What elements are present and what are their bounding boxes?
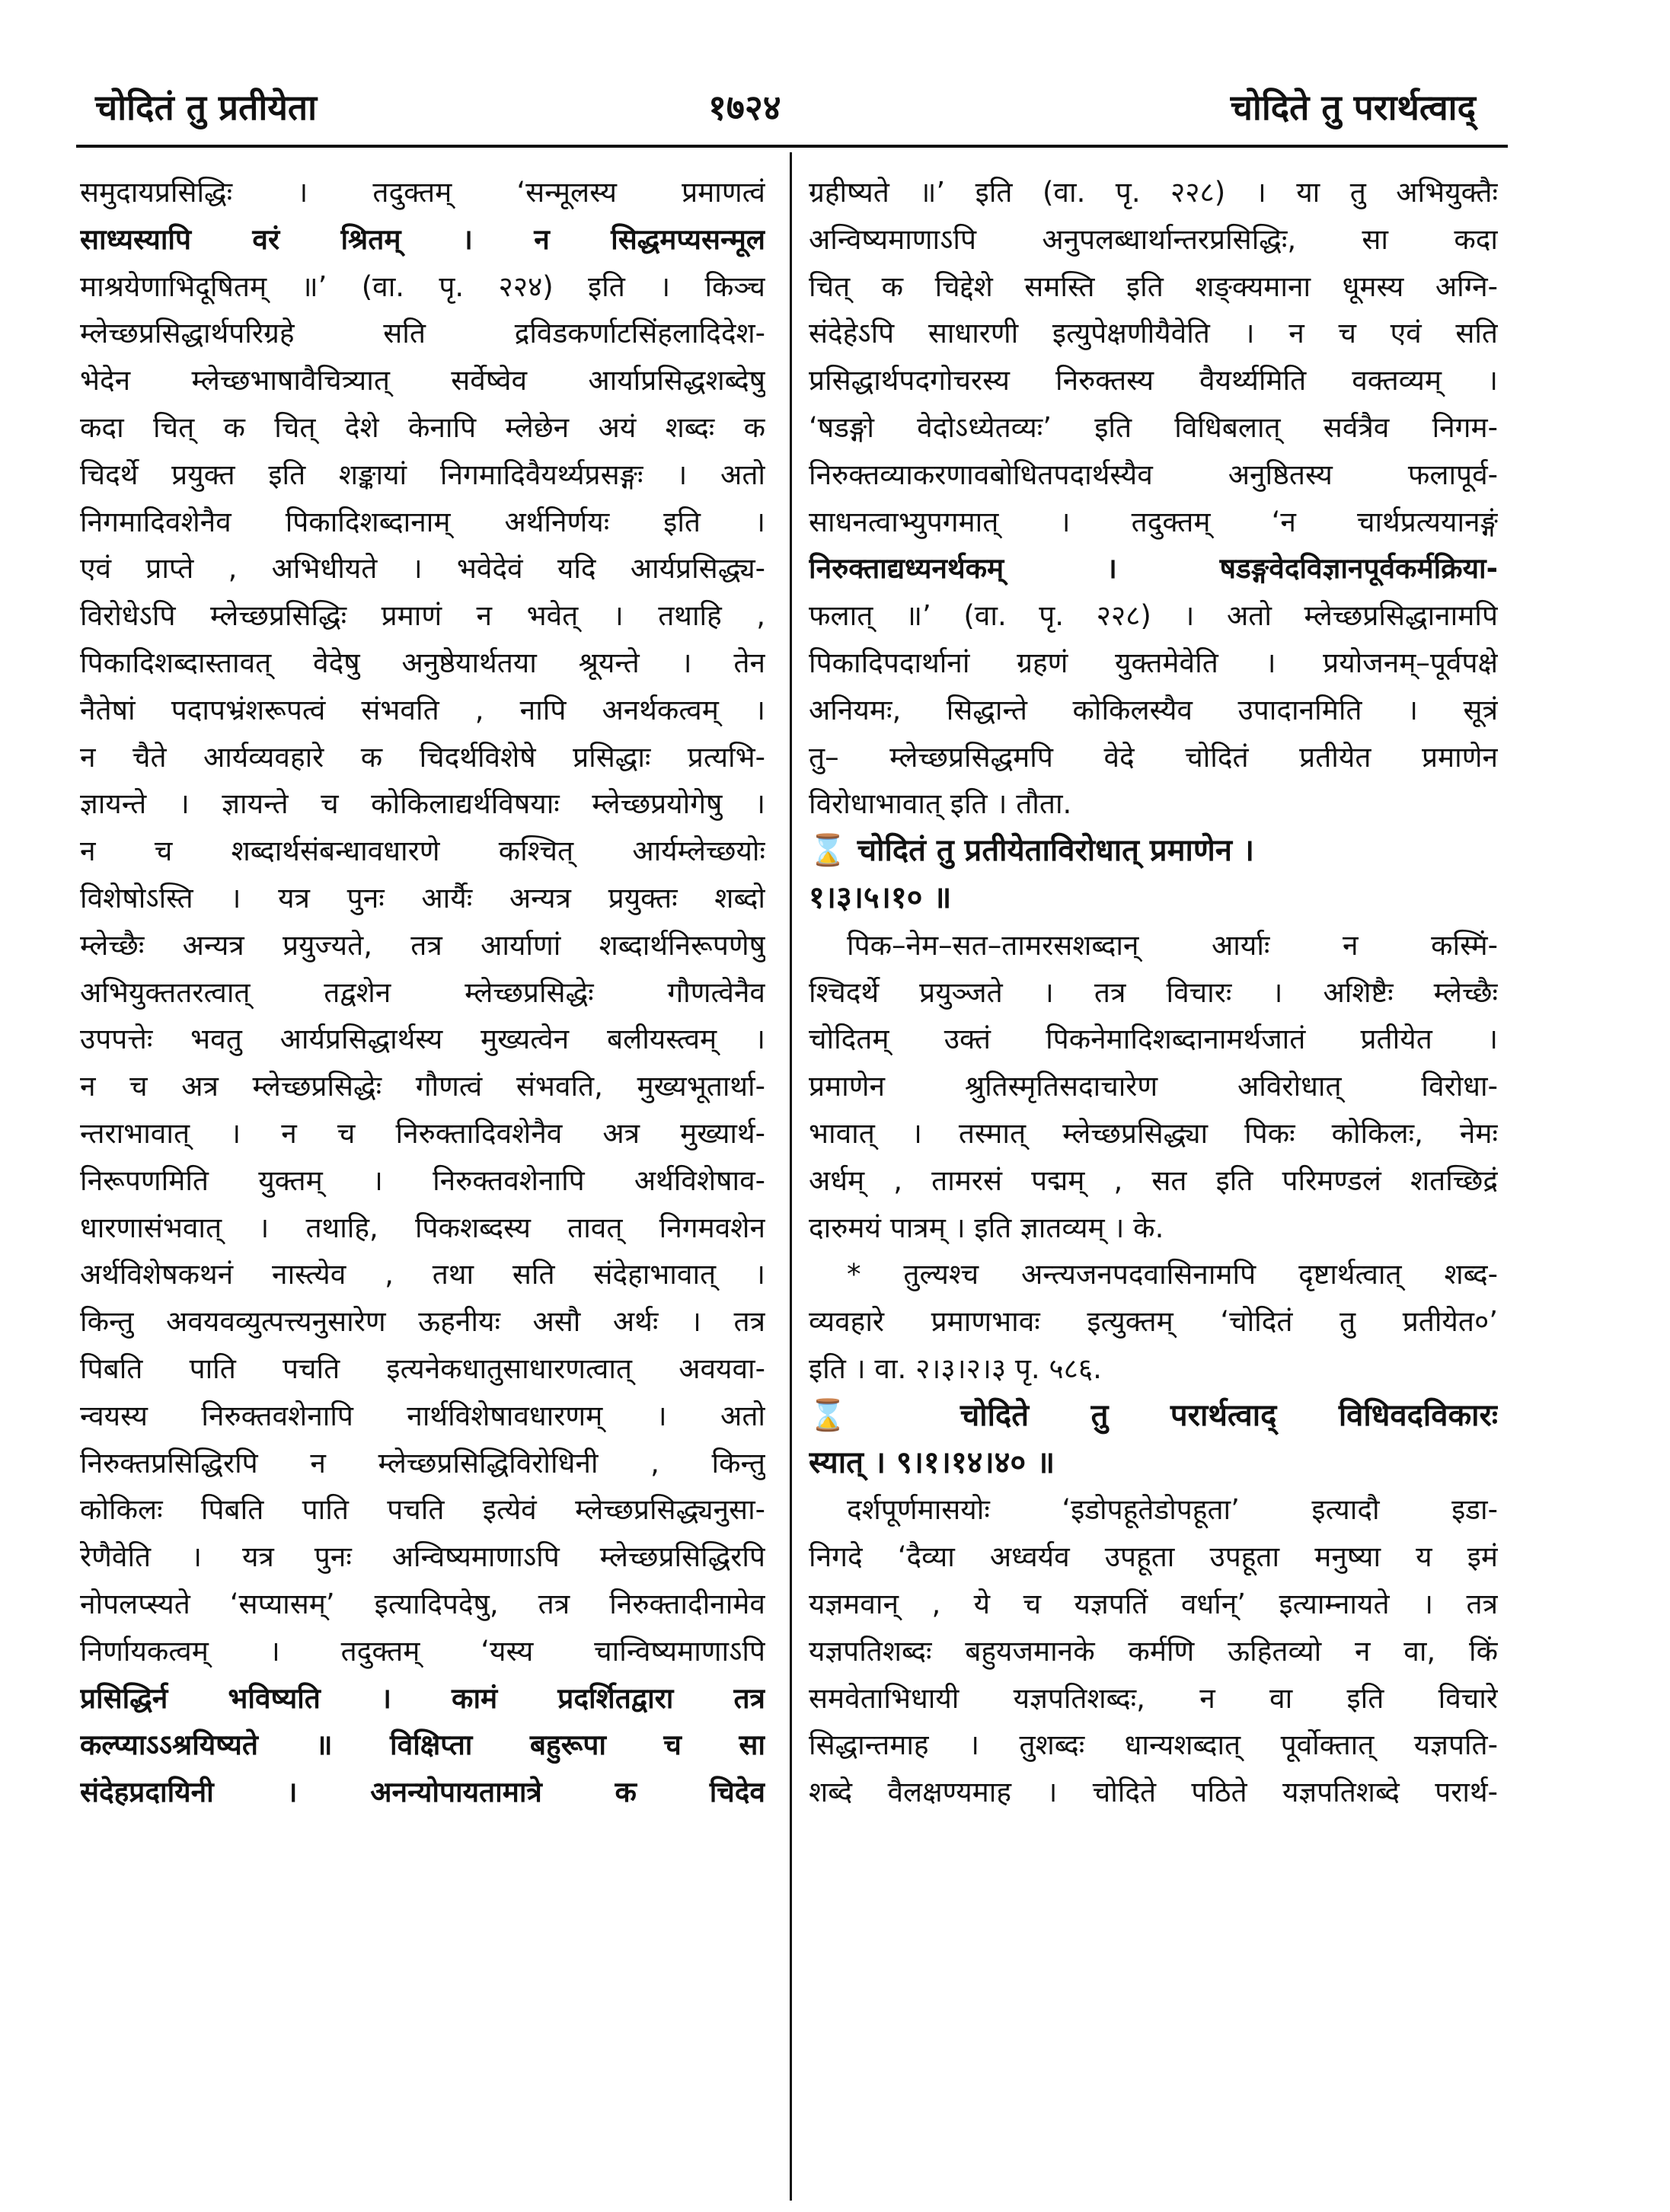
sutra-text: चोदिते तु परार्थत्वाद् विधिवदविकारः <box>960 1397 1498 1433</box>
text-line: धारणासंभवात् । तथाहि, पिकशब्दस्य तावत् निगमवशेन <box>80 1211 765 1244</box>
text-line: न चैते आर्यव्यवहारे क चिदर्थविशेषे प्रसिद्धाः प्रत्यभि- <box>80 740 765 774</box>
text-line: म्लेच्छैः अन्यत्र प्रयुज्यते, तत्र आर्याणां शब्दार्थनिरूपणेषु <box>80 928 765 962</box>
text-line: विशेषोऽस्ति । यत्र पुनः आर्यैः अन्यत्र प्रयुक्तः शब्दो <box>80 881 765 914</box>
footnote-line: * तुल्यश्च अन्त्यजनपदवासिनामपि दृष्टार्थत्वात् शब्द- <box>847 1258 1498 1291</box>
text-line: यज्ञमवान् , ये च यज्ञपतिं वर्धान्’ इत्याम्नायते । तत्र <box>809 1587 1498 1620</box>
text-line: दारुमयं पात्रम् । इति ज्ञातव्यम् । के. <box>809 1211 1164 1244</box>
running-head-left: चोदितं तु प्रतीयेता <box>95 87 318 128</box>
text-line: भेदेन म्लेच्छभाषावैचित्र्यात् सर्वेष्वेव आर्याप्रसिद्धशब्देषु <box>80 364 765 397</box>
text-line: सिद्धान्तमाह । तुशब्दः धान्यशब्दात् पूर्वोक्तात् यज्ञपति- <box>809 1728 1498 1762</box>
text-line: संदेहप्रदायिनी । अनन्योपायतामात्रे क चिदेव <box>80 1776 765 1809</box>
text-line: किन्तु अवयवव्युत्पत्त्यनुसारेण ऊहनीयः असौ अर्थः । तत्र <box>80 1305 765 1339</box>
sutra-reference: स्यात् । ९।१।१४।४० ॥ <box>809 1444 1055 1480</box>
text-line: पिकादिपदार्थानां ग्रहणं युक्तमेवेति । प्रयोजनम्–पूर्वपक्षे <box>809 646 1498 679</box>
sutra-text: चोदितं तु प्रतीयेताविरोधात् प्रमाणेन । <box>857 833 1255 869</box>
text-line: रेणैवेति । यत्र पुनः अन्विष्यमाणाऽपि म्लेच्छप्रसिद्धिरपि <box>80 1540 765 1574</box>
text-line: चित् क चिद्देशे समस्ति इति शङ्क्यमाना धूमस्य अग्नि- <box>809 270 1498 303</box>
text-line: निर्णायकत्वम् । तदुक्तम् ‘यस्य चान्विष्यमाणाऽपि <box>80 1634 765 1668</box>
text-line: निरुक्तव्याकरणावबोधितपदार्थस्यैव अनुष्ठितस्य फलापूर्व- <box>809 458 1498 491</box>
text-line: पिक–नेम–सत–तामरसशब्दान् आर्याः न कस्मिं- <box>847 928 1498 962</box>
text-line: फलात् ॥’ (वा. पृ. २२८) । अतो म्लेच्छप्रसिद्धानामपि <box>809 599 1498 633</box>
text-line: शब्दे वैलक्षण्यमाह । चोदिते पठिते यज्ञपतिशब्दे परार्थ- <box>809 1776 1498 1809</box>
text-line: ‘षडङ्गो वेदोऽध्येतव्यः’ इति विधिबलात् सर्वत्रैव निगम- <box>809 410 1498 444</box>
text-line: विरोधाभावात् इति । तौता. <box>809 787 1072 821</box>
text-line: अभियुक्ततरत्वात् तद्वशेन म्लेच्छप्रसिद्धेः गौणत्वेनैव <box>80 975 765 1009</box>
text-line: प्रसिद्धार्थपदगोचरस्य निरुक्तस्य वैयर्थ्यमिति वक्तव्यम् । <box>809 364 1498 397</box>
text-line: निरुक्ताद्यध्यनर्थकम् । षडङ्गवेदविज्ञानपूर्वकर्मक्रिया- <box>809 552 1498 586</box>
text-line: चोदितम् उक्तं पिकनेमादिशब्दानामर्थजातं प्रतीयेत । <box>809 1023 1498 1056</box>
text-line: निरुक्तप्रसिद्धिरपि न म्लेच्छप्रसिद्धिविरोधिनी , किन्तु <box>80 1446 765 1479</box>
sutra-reference: १।३।५।१० ॥ <box>809 879 952 915</box>
text-line: श्चिदर्थे प्रयुञ्जते । तत्र विचारः । अशिष्टैः म्लेच्छैः <box>809 975 1498 1009</box>
text-line: म्लेच्छप्रसिद्धार्थपरिग्रहे सति द्रविडकर्णाटसिंहलादिदेश- <box>80 317 765 350</box>
left-column <box>80 169 765 2194</box>
text-line: अन्विष्यमाणाऽपि अनुपलब्धार्थान्तरप्रसिद्धिः, सा कदा <box>809 222 1498 256</box>
column-divider <box>790 152 792 2201</box>
text-line: न च शब्दार्थसंबन्धावधारणे कश्चित् आर्यम्लेच्छयोः <box>80 835 765 868</box>
text-line: कोकिलः पिबति पाति पचति इत्येवं म्लेच्छप्रसिद्ध्यनुसा- <box>80 1493 765 1527</box>
text-line: अर्थविशेषकथनं नास्त्येव , तथा सति संदेहाभावात् । <box>80 1258 765 1291</box>
text-line: कदा चित् क चित् देशे केनापि म्लेछेन अयं शब्दः क <box>80 410 765 444</box>
text-line: भावात् । तस्मात् म्लेच्छप्रसिद्ध्या पिकः कोकिलः, नेमः <box>809 1116 1498 1150</box>
text-line: पिबति पाति पचति इत्यनेकधातुसाधारणत्वात् अवयवा- <box>80 1352 765 1385</box>
text-line: प्रमाणेन श्रुतिस्मृतिसदाचारेण अविरोधात् विरोधा- <box>809 1070 1498 1103</box>
text-line: न्तराभावात् । न च निरुक्तादिवशेनैव अत्र मुख्यार्थ- <box>80 1116 765 1150</box>
text-line: माश्रयेणाभिदूषितम् ॥’ (वा. पृ. २२४) इति । किञ्च <box>80 270 765 303</box>
text-line: नोपलप्स्यते ‘सप्यासम्’ इत्यादिपदेषु, तत्र निरुक्तादीनामेव <box>80 1587 765 1620</box>
text-line: न च अत्र म्लेच्छप्रसिद्धेः गौणत्वं संभवति, मुख्यभूतार्था- <box>80 1070 765 1103</box>
text-line: एवं प्राप्ते , अभिधीयते । भवेदेवं यदि आर्यप्रसिद्ध्य- <box>80 552 765 586</box>
text-line: दर्शपूर्णमासयोः ‘इडोपहूतेडोपहूता’ इत्यादौ इडा- <box>847 1493 1498 1527</box>
text-line: ग्रहीष्यते ॥’ इति (वा. पृ. २२८) । या तु अभियुक्तैः <box>809 176 1498 209</box>
sutra-heading <box>809 828 1498 875</box>
running-head-right: चोदिते तु परार्थत्वाद् <box>1230 87 1476 128</box>
text-line: नैतेषां पदापभ्रंशरूपत्वं संभवति , नापि अनर्थकत्वम् । <box>80 693 765 726</box>
text-line: साध्यस्यापि वरं श्रितम् । न सिद्धमप्यसन्मूल <box>80 222 765 256</box>
hourglass-icon: ⌛ <box>809 1397 899 1433</box>
sutra-heading <box>809 1393 1498 1440</box>
text-line: अर्धम् , तामरसं पद्मम् , सत इति परिमण्डलं शतच्छिद्रं <box>809 1163 1498 1197</box>
text-line: तु– म्लेच्छप्रसिद्धमपि वेदे चोदितं प्रतीयेत प्रमाणेन <box>809 740 1498 774</box>
text-line: निगदे ‘दैव्या अध्वर्यव उपहूता उपहूता मनुष्या य इमं <box>809 1540 1498 1574</box>
text-line: पिकादिशब्दास्तावत् वेदेषु अनुष्ठेयार्थतया श्रूयन्ते । तेन <box>80 646 765 679</box>
text-line: उपपत्तेः भवतु आर्यप्रसिद्धार्थस्य मुख्यत्वेन बलीयस्त्वम् । <box>80 1023 765 1056</box>
footnote-line: इति । वा. २।३।२।३ पृ. ५८६. <box>809 1352 1102 1385</box>
text-line: संदेहेऽपि साधारणी इत्युपेक्षणीयैवेति । न च एवं सति <box>809 317 1498 350</box>
footnote-line: व्यवहारे प्रमाणभावः इत्युक्तम् ‘चोदितं तु प्रतीयेत०’ <box>809 1305 1498 1339</box>
text-line: समवेताभिधायी यज्ञपतिशब्दः, न वा इति विचारे <box>809 1681 1498 1715</box>
text-line: प्रसिद्धिर्न भविष्यति । कामं प्रदर्शितद्वारा तत्र <box>80 1681 765 1715</box>
right-column <box>809 169 1498 2194</box>
text-line: यज्ञपतिशब्दः बहुयजमानके कर्मणि ऊहितव्यो न वा, किं <box>809 1634 1498 1668</box>
text-line: निगमादिवशेनैव पिकादिशब्दानाम् अर्थनिर्णयः इति । <box>80 505 765 538</box>
text-line: साधनत्वाभ्युपगमात् । तदुक्तम् ‘न चार्थप्रत्ययानङ्गं <box>809 505 1498 538</box>
page-number: १७२४ <box>708 87 781 128</box>
text-line: विरोधेऽपि म्लेच्छप्रसिद्धिः प्रमाणं न भवेत् । तथाहि , <box>80 599 765 633</box>
header-rule <box>76 145 1508 148</box>
text-line: ज्ञायन्ते । ज्ञायन्ते च कोकिलाद्यर्थविषयाः म्लेच्छप्रयोगेषु । <box>80 787 765 821</box>
text-line: समुदायप्रसिद्धिः । तदुक्तम् ‘सन्मूलस्य प्रमाणत्वं <box>80 176 765 209</box>
text-line: कल्प्याऽऽश्रयिष्यते ॥ विक्षिप्ता बहुरूपा च सा <box>80 1728 765 1762</box>
text-line: निरूपणमिति युक्तम् । निरुक्तवशेनापि अर्थविशेषाव- <box>80 1163 765 1197</box>
text-line: न्वयस्य निरुक्तवशेनापि नार्थविशेषावधारणम् । अतो <box>80 1399 765 1432</box>
text-line: अनियमः, सिद्धान्ते कोकिलस्यैव उपादानमिति । सूत्रं <box>809 693 1498 726</box>
text-line: चिदर्थे प्रयुक्त इति शङ्कायां निगमादिवैयर्थ्यप्रसङ्गः । अतो <box>80 458 765 491</box>
hourglass-icon: ⌛ <box>809 833 847 869</box>
